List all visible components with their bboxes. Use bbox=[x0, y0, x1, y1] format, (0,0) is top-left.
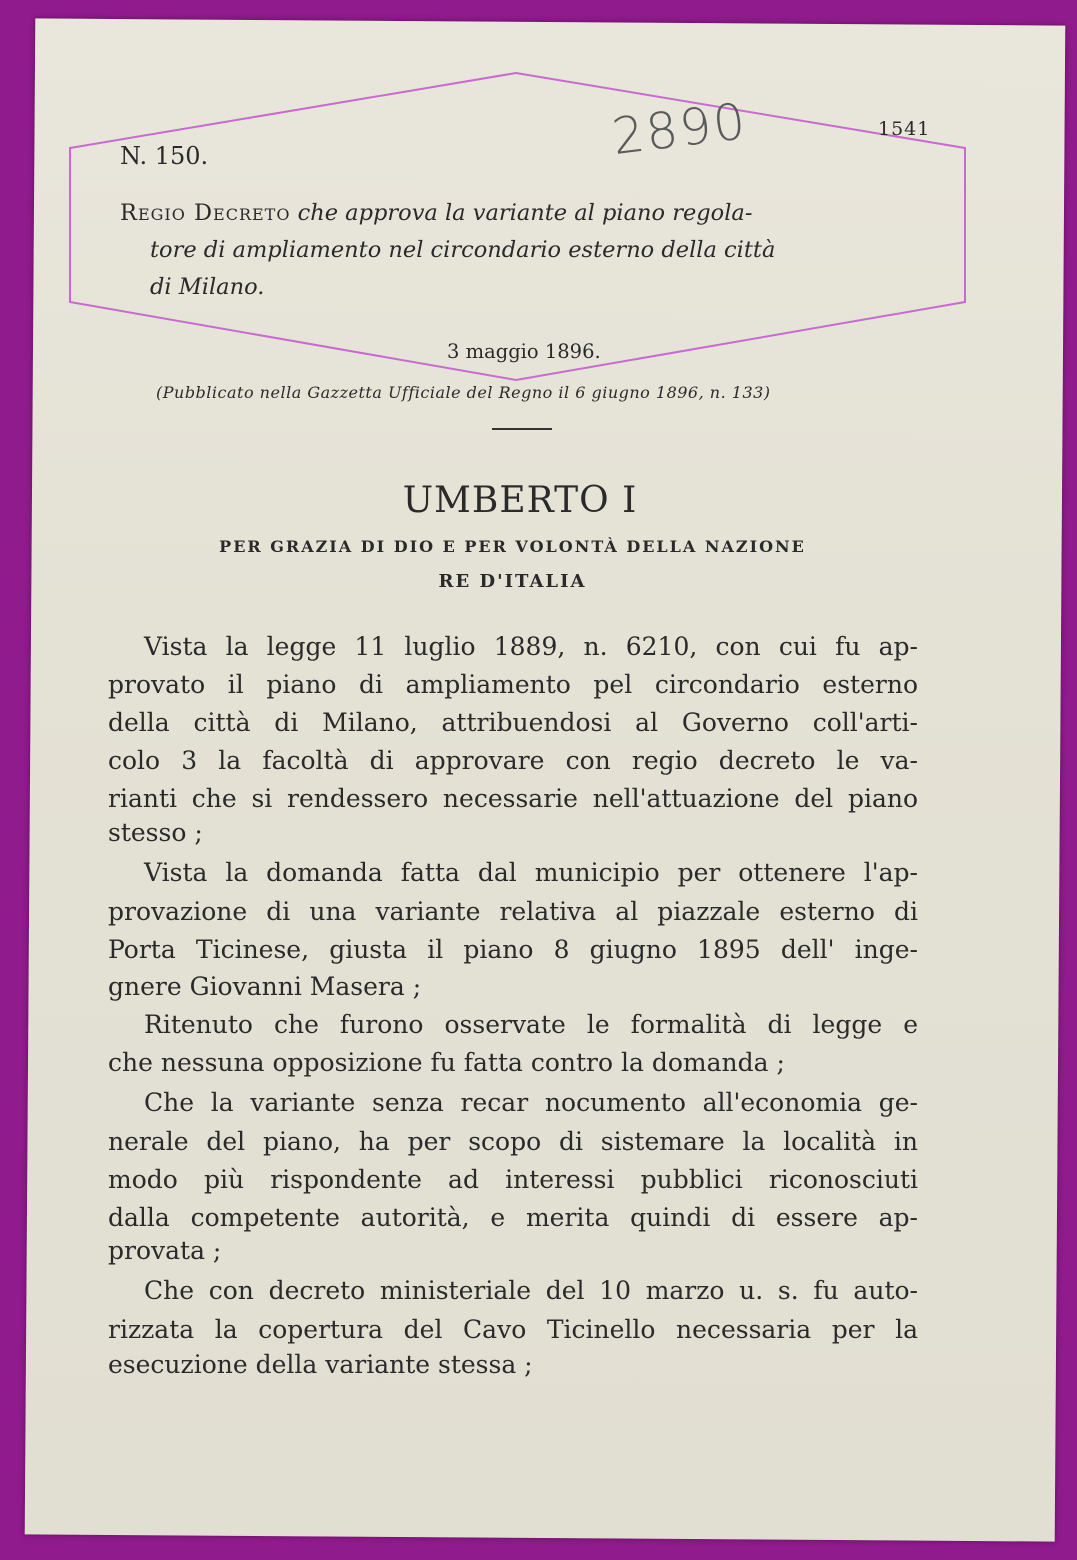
body-line: colo 3 la facoltà di approvare con regio decreto le va- bbox=[108, 746, 918, 775]
title-line-2: tore di ampliamento nel circondario esterno della città bbox=[150, 237, 776, 263]
decree-number: N. 150. bbox=[120, 142, 209, 170]
decree-date: 3 maggio 1896. bbox=[447, 340, 601, 363]
body-line: provata ; bbox=[108, 1236, 222, 1265]
body-line: Che con decreto ministeriale del 10 marzo u. s. fu auto- bbox=[144, 1276, 918, 1305]
sovereign-title: RE D'ITALIA bbox=[438, 571, 587, 592]
body-line: gnere Giovanni Masera ; bbox=[108, 972, 422, 1001]
body-line: Ritenuto che furono osservate le formalità di legge e bbox=[144, 1010, 918, 1039]
body-line: esecuzione della variante stessa ; bbox=[108, 1350, 533, 1379]
handwritten-note: 2890 bbox=[608, 91, 751, 167]
body-line: Che la variante senza recar nocumento all'economia ge- bbox=[144, 1088, 918, 1117]
body-line: Vista la legge 11 luglio 1889, n. 6210, con cui fu ap- bbox=[144, 632, 918, 661]
title-lead: Regio Decreto bbox=[120, 200, 291, 226]
body-line: rianti che si rendessero necessarie nell'attuazione del piano bbox=[108, 784, 918, 813]
body-line: provato il piano di ampliamento pel circondario esterno bbox=[108, 670, 918, 699]
page-number: 1541 bbox=[878, 118, 931, 140]
gazette-reference: (Pubblicato nella Gazzetta Ufficiale del Regno il 6 giugno 1896, n. 133) bbox=[156, 383, 771, 402]
body-line: Vista la domanda fatta dal municipio per ottenere l'ap- bbox=[144, 858, 918, 887]
sovereign-name: UMBERTO I bbox=[402, 480, 638, 521]
body-line: della città di Milano, attribuendosi al Governo coll'arti- bbox=[108, 708, 918, 737]
title-line-3: di Milano. bbox=[150, 274, 265, 300]
body-line: stesso ; bbox=[108, 818, 203, 847]
sovereign-grace: PER GRAZIA DI DIO E PER VOLONTÀ DELLA NAZIONE bbox=[219, 537, 806, 556]
body-line: Porta Ticinese, giusta il piano 8 giugno 1895 dell' inge- bbox=[108, 935, 918, 964]
body-line: nerale del piano, ha per scopo di sistemare la località in bbox=[108, 1127, 918, 1156]
body-line: dalla competente autorità, e merita quindi di essere ap- bbox=[108, 1203, 918, 1232]
body-line: modo più rispondente ad interessi pubblici riconosciuti bbox=[108, 1165, 918, 1194]
body-line: che nessuna opposizione fu fatta contro la domanda ; bbox=[108, 1048, 785, 1077]
body-line: rizzata la copertura del Cavo Ticinello necessaria per la bbox=[108, 1315, 918, 1344]
title-text: che approva la variante al piano regola- bbox=[297, 200, 753, 226]
body-line: provazione di una variante relativa al piazzale esterno di bbox=[108, 897, 918, 926]
divider bbox=[492, 428, 552, 430]
decree-title bbox=[120, 195, 775, 306]
title-line-1 bbox=[120, 195, 775, 232]
